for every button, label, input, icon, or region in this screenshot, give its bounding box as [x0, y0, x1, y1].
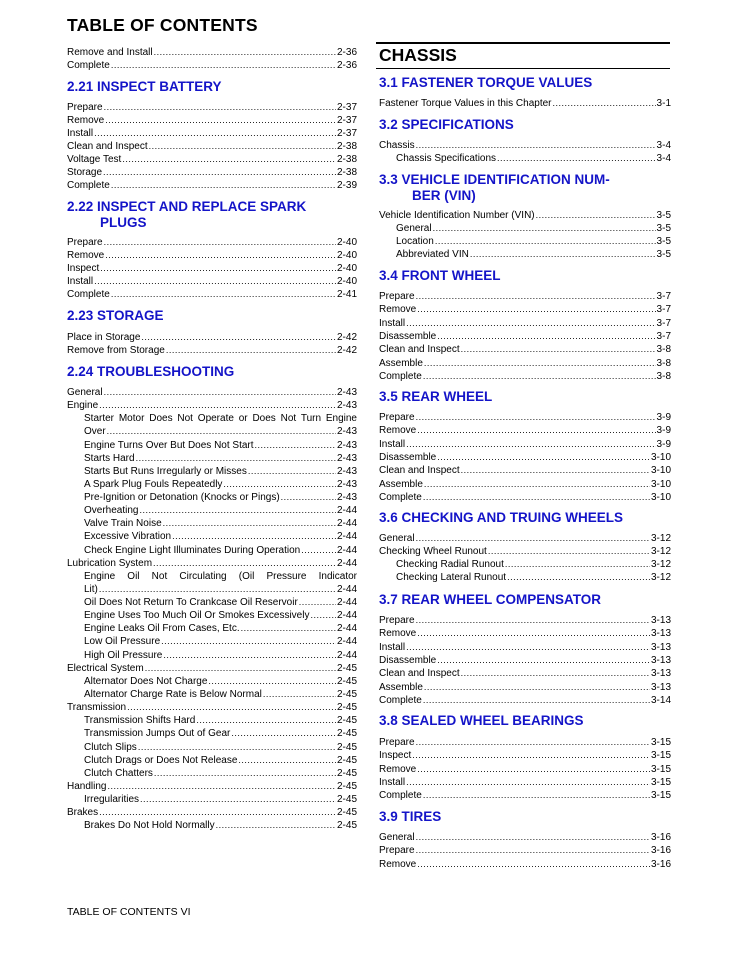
toc-entry[interactable]: General ..... 2-43	[67, 386, 357, 399]
toc-entry[interactable]: Clean and Inspect ..... 3-13	[379, 667, 671, 680]
toc-subentry[interactable]: Alternator Does Not Charge ..... 2-45	[84, 675, 357, 688]
toc-entry[interactable]: Remove ..... 3-9	[379, 424, 671, 437]
toc-subentry[interactable]: Valve Train Noise ..... 2-44	[84, 517, 357, 530]
toc-subentry[interactable]: Alternator Charge Rate is Below Normal ..... 2-45	[84, 688, 357, 701]
toc-subentry[interactable]: Engine Uses Too Much Oil Or Smokes Excessively ..... 2-44	[84, 609, 357, 622]
toc-entry[interactable]: Remove ..... 3-7	[379, 303, 671, 316]
section-heading-3-8[interactable]: 3.8 SEALED WHEEL BEARINGS	[379, 713, 584, 728]
toc-entry[interactable]: Assemble ..... 3-10	[379, 478, 671, 491]
toc-subentry[interactable]: Clutch Drags or Does Not Release ..... 2-45	[84, 754, 357, 767]
toc-subentry[interactable]: Low Oil Pressure ..... 2-44	[84, 635, 357, 648]
toc-subentry[interactable]: Brakes Do Not Hold Normally ..... 2-45	[84, 819, 357, 832]
toc-entry[interactable]: Remove ..... 3-15	[379, 763, 671, 776]
chapter-rule-bottom	[376, 68, 670, 69]
toc-entry[interactable]: Prepare ..... 3-13	[379, 614, 671, 627]
toc-entry[interactable]: Complete ..... 3-8	[379, 370, 671, 383]
toc-entry[interactable]: Voltage Test ..... 2-38	[67, 153, 357, 166]
toc-entry[interactable]: Place in Storage ..... 2-42	[67, 331, 357, 344]
toc-entry[interactable]: Remove from Storage ..... 2-42	[67, 344, 357, 357]
toc-entry[interactable]: Fastener Torque Values in this Chapter ..... 3-1	[379, 97, 671, 110]
section-heading-3-1[interactable]: 3.1 FASTENER TORQUE VALUES	[379, 75, 593, 90]
toc-subentry[interactable]: Location ..... 3-5	[396, 235, 671, 248]
toc-subentry[interactable]: Transmission Shifts Hard ..... 2-45	[84, 714, 357, 727]
toc-entry[interactable]: Remove and Install ..... 2-36	[67, 46, 357, 59]
section-heading-3-4[interactable]: 3.4 FRONT WHEEL	[379, 268, 501, 283]
section-heading-2-21[interactable]: 2.21 INSPECT BATTERY	[67, 79, 222, 94]
toc-subentry[interactable]: Chassis Specifications ..... 3-4	[396, 152, 671, 165]
toc-entry[interactable]: Checking Wheel Runout ..... 3-12	[379, 545, 671, 558]
toc-entry[interactable]: Prepare ..... 3-7	[379, 290, 671, 303]
section-heading-3-6[interactable]: 3.6 CHECKING AND TRUING WHEELS	[379, 510, 624, 525]
toc-entry[interactable]: Assemble ..... 3-8	[379, 357, 671, 370]
toc-entry[interactable]: Prepare ..... 3-16	[379, 844, 671, 857]
toc-entry[interactable]: Prepare ..... 3-15	[379, 736, 671, 749]
section-heading-3-7[interactable]: 3.7 REAR WHEEL COMPENSATOR	[379, 592, 602, 607]
toc-entry[interactable]: Engine ..... 2-43	[67, 399, 357, 412]
toc-entry[interactable]: Disassemble ..... 3-10	[379, 451, 671, 464]
toc-subentry[interactable]: Engine Turns Over But Does Not Start ..... 2-43	[84, 439, 357, 452]
toc-entry[interactable]: Clean and Inspect ..... 3-8	[379, 343, 671, 356]
section-heading-3-5[interactable]: 3.5 REAR WHEEL	[379, 389, 493, 404]
toc-entry[interactable]: Inspect ..... 2-40	[67, 262, 357, 275]
toc-subentry[interactable]: Transmission Jumps Out of Gear ..... 2-45	[84, 727, 357, 740]
toc-entry[interactable]: Clean and Inspect ..... 3-10	[379, 464, 671, 477]
page-footer: TABLE OF CONTENTS VI	[67, 906, 191, 918]
toc-entry[interactable]: Transmission ..... 2-45	[67, 701, 357, 714]
toc-subentry[interactable]: Check Engine Light Illuminates During Operation ..... 2-44	[84, 544, 357, 557]
toc-entry[interactable]: Brakes ..... 2-45	[67, 806, 357, 819]
toc-entry[interactable]: Install ..... 2-40	[67, 275, 357, 288]
toc-entry[interactable]: Complete ..... 2-36	[67, 59, 357, 72]
toc-entry[interactable]: Prepare ..... 2-37	[67, 101, 357, 114]
toc-entry[interactable]: Install ..... 3-13	[379, 641, 671, 654]
toc-entry[interactable]: Install ..... 3-9	[379, 438, 671, 451]
chapter-title: CHASSIS	[379, 45, 457, 65]
toc-subentry[interactable]: Excessive Vibration ..... 2-44	[84, 530, 357, 543]
toc-entry[interactable]: Prepare ..... 2-40	[67, 236, 357, 249]
section-heading-2-22[interactable]: 2.22 INSPECT AND REPLACE SPARK PLUGS	[67, 199, 307, 230]
toc-entry[interactable]: Remove ..... 3-16	[379, 858, 671, 871]
toc-entry[interactable]: Complete ..... 3-10	[379, 491, 671, 504]
toc-entry[interactable]: Lubrication System ..... 2-44	[67, 557, 357, 570]
toc-subentry[interactable]: Checking Radial Runout ..... 3-12	[396, 558, 671, 571]
toc-entry[interactable]: General ..... 3-16	[379, 831, 671, 844]
toc-entry[interactable]: Complete ..... 3-14	[379, 694, 671, 707]
toc-entry[interactable]: Install ..... 3-7	[379, 317, 671, 330]
toc-entry[interactable]: Install ..... 2-37	[67, 127, 357, 140]
toc-entry[interactable]: Storage ..... 2-38	[67, 166, 357, 179]
toc-subentry[interactable]: Oil Does Not Return To Crankcase Oil Reservoir ..... 2-44	[84, 596, 357, 609]
toc-subentry[interactable]: Irregularities ..... 2-45	[84, 793, 357, 806]
toc-entry[interactable]: Disassemble ..... 3-13	[379, 654, 671, 667]
toc-entry[interactable]: Install ..... 3-15	[379, 776, 671, 789]
chapter-rule-top	[376, 42, 670, 44]
toc-subentry[interactable]: Clutch Chatters ..... 2-45	[84, 767, 357, 780]
toc-subentry[interactable]: Checking Lateral Runout ..... 3-12	[396, 571, 671, 584]
toc-entry[interactable]: Remove ..... 2-40	[67, 249, 357, 262]
toc-subentry[interactable]: Starter Motor Does Not Operate or Does Not Turn Engine	[84, 413, 357, 425]
section-heading-2-23[interactable]: 2.23 STORAGE	[67, 308, 164, 323]
toc-entry[interactable]: Complete ..... 2-39	[67, 179, 357, 192]
toc-subentry[interactable]: Starts But Runs Irregularly or Misses ..... 2-43	[84, 465, 357, 478]
toc-entry[interactable]: Vehicle Identification Number (VIN) ..... 3-5	[379, 209, 671, 222]
toc-entry[interactable]: Chassis ..... 3-4	[379, 139, 671, 152]
toc-subentry[interactable]: Overheating ..... 2-44	[84, 504, 357, 517]
toc-entry[interactable]: Complete ..... 2-41	[67, 288, 357, 301]
toc-subentry[interactable]: General ..... 3-5	[396, 222, 671, 235]
toc-entry[interactable]: General ..... 3-12	[379, 532, 671, 545]
toc-subentry[interactable]: Pre-Ignition or Detonation (Knocks or Pings) ..... 2-43	[84, 491, 357, 504]
toc-subentry[interactable]: High Oil Pressure ..... 2-44	[84, 649, 357, 662]
toc-entry[interactable]: Inspect ..... 3-15	[379, 749, 671, 762]
toc-entry[interactable]: Disassemble ..... 3-7	[379, 330, 671, 343]
toc-entry[interactable]: Handling ..... 2-45	[67, 780, 357, 793]
toc-subentry[interactable]: Abbreviated VIN ..... 3-5	[396, 248, 671, 261]
toc-entry[interactable]: Complete ..... 3-15	[379, 789, 671, 802]
toc-entry[interactable]: Clean and Inspect ..... 2-38	[67, 140, 357, 153]
section-heading-3-2[interactable]: 3.2 SPECIFICATIONS	[379, 117, 514, 132]
section-heading-2-24[interactable]: 2.24 TROUBLESHOOTING	[67, 364, 235, 379]
toc-entry[interactable]: Electrical System ..... 2-45	[67, 662, 357, 675]
page-title: TABLE OF CONTENTS	[67, 15, 258, 35]
toc-entry[interactable]: Assemble ..... 3-13	[379, 681, 671, 694]
toc-subentry[interactable]: Clutch Slips ..... 2-45	[84, 741, 357, 754]
toc-subentry[interactable]: Over ..... 2-43	[84, 425, 357, 438]
toc-entry[interactable]: Remove ..... 3-13	[379, 627, 671, 640]
section-heading-3-9[interactable]: 3.9 TIRES	[379, 809, 442, 824]
toc-subentry[interactable]: Lit) ..... 2-44	[84, 583, 357, 596]
toc-subentry[interactable]: Starts Hard ..... 2-43	[84, 452, 357, 465]
toc-subentry[interactable]: Engine Leaks Oil From Cases, Etc. ..... 2-44	[84, 622, 357, 635]
toc-subentry[interactable]: A Spark Plug Fouls Repeatedly ..... 2-43	[84, 478, 357, 491]
toc-entry[interactable]: Prepare ..... 3-9	[379, 411, 671, 424]
section-heading-3-3[interactable]: 3.3 VEHICLE IDENTIFICATION NUM- BER (VIN)	[379, 172, 610, 203]
toc-subentry[interactable]: Engine Oil Not Circulating (Oil Pressure Indicator	[84, 570, 357, 582]
toc-entry[interactable]: Remove ..... 2-37	[67, 114, 357, 127]
